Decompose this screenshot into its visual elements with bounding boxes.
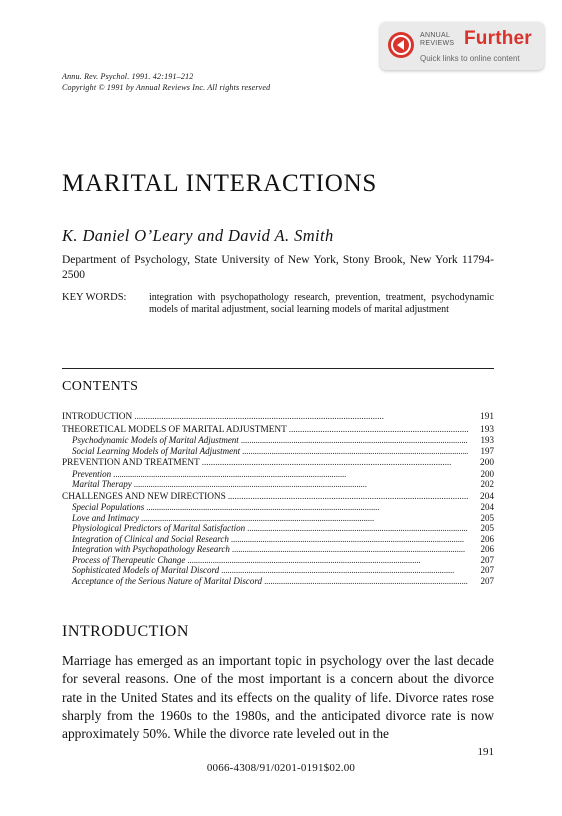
toc-entry[interactable] [62, 492, 494, 503]
toc-entry[interactable] [62, 502, 494, 513]
section-divider [62, 368, 494, 369]
toc-entry[interactable] [62, 412, 494, 423]
toc-entry-page: 197 [480, 445, 494, 456]
toc-leader-dots [146, 502, 468, 513]
toc-entry-page: 206 [480, 544, 494, 554]
article-title: MARITAL INTERACTIONS [62, 170, 378, 197]
toc-entry-label: Integration of Clinical and Social Research [72, 533, 229, 544]
toc-leader-dots [221, 565, 468, 576]
toc-leader-dots [232, 544, 468, 555]
author-affiliation: Department of Psychology, State University of New York, Stony Brook, New York 11794-2500 [62, 254, 494, 281]
toc-leader-dots [141, 513, 468, 524]
toc-entry[interactable] [62, 544, 494, 555]
toc-entry-label: THEORETICAL MODELS OF MARITAL ADJUSTMENT [62, 424, 287, 435]
toc-entry-page: 202 [480, 479, 494, 489]
keywords-label: KEY WORDS: [62, 292, 127, 303]
page-number: 191 [477, 746, 494, 758]
toc-entry[interactable] [62, 513, 494, 524]
toc-entry-page: 207 [480, 554, 494, 565]
toc-entry-label: Special Populations [72, 502, 145, 512]
toc-leader-dots [242, 446, 468, 457]
toc-entry[interactable] [62, 576, 494, 587]
toc-entry-label: Physiological Predictors of Marital Satisfaction [72, 523, 246, 533]
toc-entry[interactable] [62, 565, 494, 576]
toc-entry-page: 205 [480, 523, 494, 533]
toc-entry-page: 205 [480, 512, 494, 523]
toc-entry[interactable] [62, 555, 494, 566]
toc-entry-page: 191 [480, 412, 494, 422]
toc-entry-label: Process of Therapeutic Change [72, 554, 186, 565]
toc-entry-page: 207 [480, 565, 494, 575]
toc-leader-dots [231, 534, 468, 545]
journal-citation: Annu. Rev. Psychol. 1991. 42:191–212 [62, 72, 194, 81]
annual-reviews-further-badge[interactable] [380, 22, 544, 70]
toc-entry-page: 200 [480, 458, 494, 468]
toc-entry-label: Love and Intimacy [72, 512, 139, 523]
toc-entry-page: 193 [480, 424, 494, 435]
toc-entry-label: CHALLENGES AND NEW DIRECTIONS [62, 491, 226, 502]
toc-entry-label: Acceptance of the Serious Nature of Marital Discord [72, 575, 263, 586]
badge-further-label: Further [464, 28, 532, 49]
toc-leader-dots [113, 469, 468, 480]
toc-entry-label: Marital Therapy [72, 479, 132, 489]
toc-leader-dots [264, 576, 468, 587]
toc-entry-label: Integration with Psychopathology Research [72, 544, 230, 554]
toc-entry-label: Sophisticated Models of Marital Discord [72, 565, 220, 575]
toc-entry[interactable] [62, 479, 494, 490]
toc-entry-label: INTRODUCTION [62, 412, 133, 422]
badge-brand-line1: ANNUAL [420, 32, 451, 39]
copyright-line: Copyright © 1991 by Annual Reviews Inc. All rights reserved [62, 83, 271, 92]
table-of-contents [62, 412, 494, 586]
toc-leader-dots [247, 523, 468, 534]
toc-entry-label: Social Learning Models of Marital Adjustment [72, 445, 241, 456]
toc-leader-dots [134, 479, 468, 490]
toc-entry-label: PREVENTION AND TREATMENT [62, 458, 200, 468]
toc-entry-page: 204 [480, 502, 494, 512]
arrow-circle-icon [388, 32, 414, 58]
toc-entry-page: 204 [480, 491, 494, 502]
toc-leader-dots [187, 555, 468, 566]
toc-entry[interactable] [62, 425, 494, 436]
price-code: 0066-4308/91/0201-0191$02.00 [206, 762, 356, 774]
toc-leader-dots [202, 458, 468, 469]
keywords-text: integration with psychopathology research, prevention, treatment, psychodynamic models of marital adjustment, social learning models of marital adjustment [149, 292, 494, 316]
toc-leader-dots [241, 435, 468, 446]
article-authors: K. Daniel O’Leary and David A. Smith [62, 226, 334, 245]
toc-entry-page: 207 [480, 575, 494, 586]
toc-entry[interactable] [62, 469, 494, 480]
introduction-heading: INTRODUCTION [62, 623, 189, 640]
toc-entry[interactable] [62, 534, 494, 545]
toc-leader-dots [289, 425, 468, 436]
toc-entry[interactable] [62, 435, 494, 446]
introduction-paragraph: Marriage has emerged as an important topic in psychology over the last decade for several reasons. One of the most important is a concern about the divorce rate in the United States and its effects on the quality of life. Divorce rates rose sharply from the 1960s to the 1980s, and the anticipated divorce rate is now approximately 50%. While the divorce rate leveled out in the [62, 653, 494, 742]
toc-entry-label: Psychodynamic Models of Marital Adjustment [72, 435, 239, 445]
toc-leader-dots [228, 492, 468, 503]
toc-entry[interactable] [62, 523, 494, 534]
toc-entry-page: 193 [480, 435, 494, 445]
badge-brand-line2: REVIEWS [420, 40, 455, 47]
toc-entry[interactable] [62, 458, 494, 469]
contents-heading: CONTENTS [62, 379, 139, 394]
toc-entry-page: 200 [480, 468, 494, 479]
badge-tagline: Quick links to online content [420, 54, 520, 63]
toc-entry-page: 206 [480, 533, 494, 544]
toc-entry[interactable] [62, 446, 494, 457]
toc-leader-dots [134, 412, 468, 423]
toc-entry-label: Prevention [72, 468, 112, 479]
